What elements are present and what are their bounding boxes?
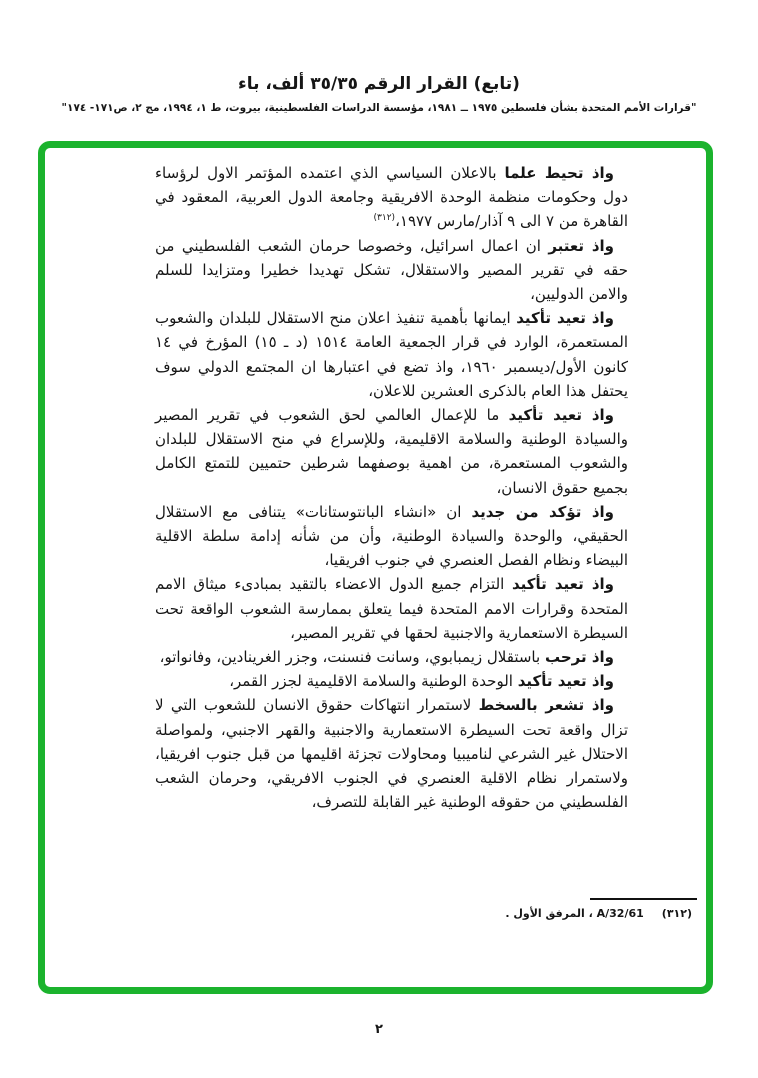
paragraph-body: ان اعمال اسرائيل، وخصوصا حرمان الشعب الفلسطيني من حقه في تقرير المصير والاستقلال، تشكل تهديدا خطيرا ومتزايدا للسلم والامن الدوليين، [155, 236, 628, 304]
paragraph-lead: واذ تعيد تأكيد [516, 309, 614, 328]
paragraph [155, 572, 628, 645]
paragraph [155, 403, 628, 500]
paragraph-body: الوحدة الوطنية والسلامة الاقليمية لجزر القمر، [229, 672, 518, 691]
paragraph [155, 234, 628, 307]
document-subtitle: "قرارات الأمم المتحدة بشأن فلسطين ١٩٧٥ ــ ١٩٨١، مؤسسة الدراسات الفلسطينية، بيروت، ط ١، ١٩٩٤، مج ٢، ص١٧١- ١٧٤" [61, 102, 697, 114]
paragraph [155, 306, 628, 403]
paragraph-body: ما للإعمال العالمي لحق الشعوب في تقرير المصير والسيادة الوطنية والسلامة الاقليمية، وللإسراع في منح الاستقلال للبلدان والشعوب المستعمرة، من اهمية بوصفهما شرطين حتميين للتمتع الكامل بجميع حقوق الانسان، [155, 406, 628, 497]
paragraph-lead: واذ تشعر بالسخط [478, 696, 615, 715]
paragraph-lead: واذ تؤكد من جديد [471, 502, 614, 521]
document-title: (تابع) القرار الرقم ٣٥/٣٥ ألف، باء [238, 74, 520, 94]
paragraph-lead: واذ تعيد تأكيد [517, 672, 614, 691]
paragraph-lead: واذ تعيد تأكيد [511, 575, 614, 594]
paragraph-body: التزام جميع الدول الاعضاء بالتقيد بمبادىء ميثاق الامم المتحدة وقرارات الامم المتحدة فيما يتعلق بممارسة الشعوب الواقعة تحت السيطرة الاستعمارية والاجنبية لحقها في تقرير المصير، [155, 575, 628, 642]
footnote-text: A/32/61 ، المرفق الأول . [505, 907, 644, 920]
paragraph [155, 669, 628, 693]
page-number: ٢ [375, 1022, 383, 1037]
paragraph-body: ان «انشاء البانتوستانات» يتنافى مع الاستقلال الحقيقي، والوحدة والسيادة الوطنية، وأن من شأنه إدامة سلطة الاقلية البيضاء ونظام الفصل العنصري في جنوب افريقيا، [155, 502, 628, 570]
paragraph-lead: واذ ترحب [544, 648, 614, 667]
footnote-marker: (٣١٢) [661, 907, 692, 920]
footnote-divider [590, 898, 697, 900]
paragraph-lead: واذ تعتبر [548, 236, 614, 255]
paragraph-lead: واذ تعيد تأكيد [508, 406, 614, 425]
paragraph [155, 645, 628, 669]
paragraph [155, 693, 628, 814]
resolution-body [155, 161, 628, 814]
footnote [505, 907, 692, 920]
paragraph-body: باستقلال زيمبابوي، وسانت فنسنت، وجزر الغرينادين، وفانواتو، [159, 648, 545, 667]
document-header [0, 74, 758, 114]
paragraph [155, 161, 628, 234]
paragraph-body: لاستمرار انتهاكات حقوق الانسان للشعوب التي لا تزال واقعة تحت السيطرة الاستعمارية والاجنبية والقهر الاجنبي، ولمواصلة الاحتلال غير الشرعي لناميبيا ومحاولات تجزئة اقليمها من قبل جنوب افريقيا، ولاستمرار نظام الاقلية العنصري في الجنوب الافريقي، وحرمان الشعب الفلسطيني من حقوقه الوطنية غير القابلة للتصرف، [155, 696, 628, 812]
footnote-reference: (٣١٢) [373, 213, 396, 224]
paragraph-lead: واذ تحيط علما [504, 164, 614, 182]
paragraph-body: بالاعلان السياسي الذي اعتمده المؤتمر الاول لرؤساء دول وحكومات منظمة الوحدة الافريقية وجامعة الدول العربية، المعقود في القاهرة من ٧ الى ٩ آذار/مارس ١٩٧٧، [155, 164, 628, 231]
paragraph-body: ايمانها بأهمية تنفيذ اعلان منح الاستقلال للبلدان والشعوب المستعمرة، الوارد في قرار الجمعية العامة ١٥١٤ (د ـ ١٥) المؤرخ في ١٤ كانون الأول/ديسمبر ١٩٦٠، واذ تضع في اعتبارها ان المجتمع الدولي سوف يحتفل هذا العام بالذكرى العشرين للاعلان، [155, 309, 629, 400]
paragraph [155, 500, 628, 573]
